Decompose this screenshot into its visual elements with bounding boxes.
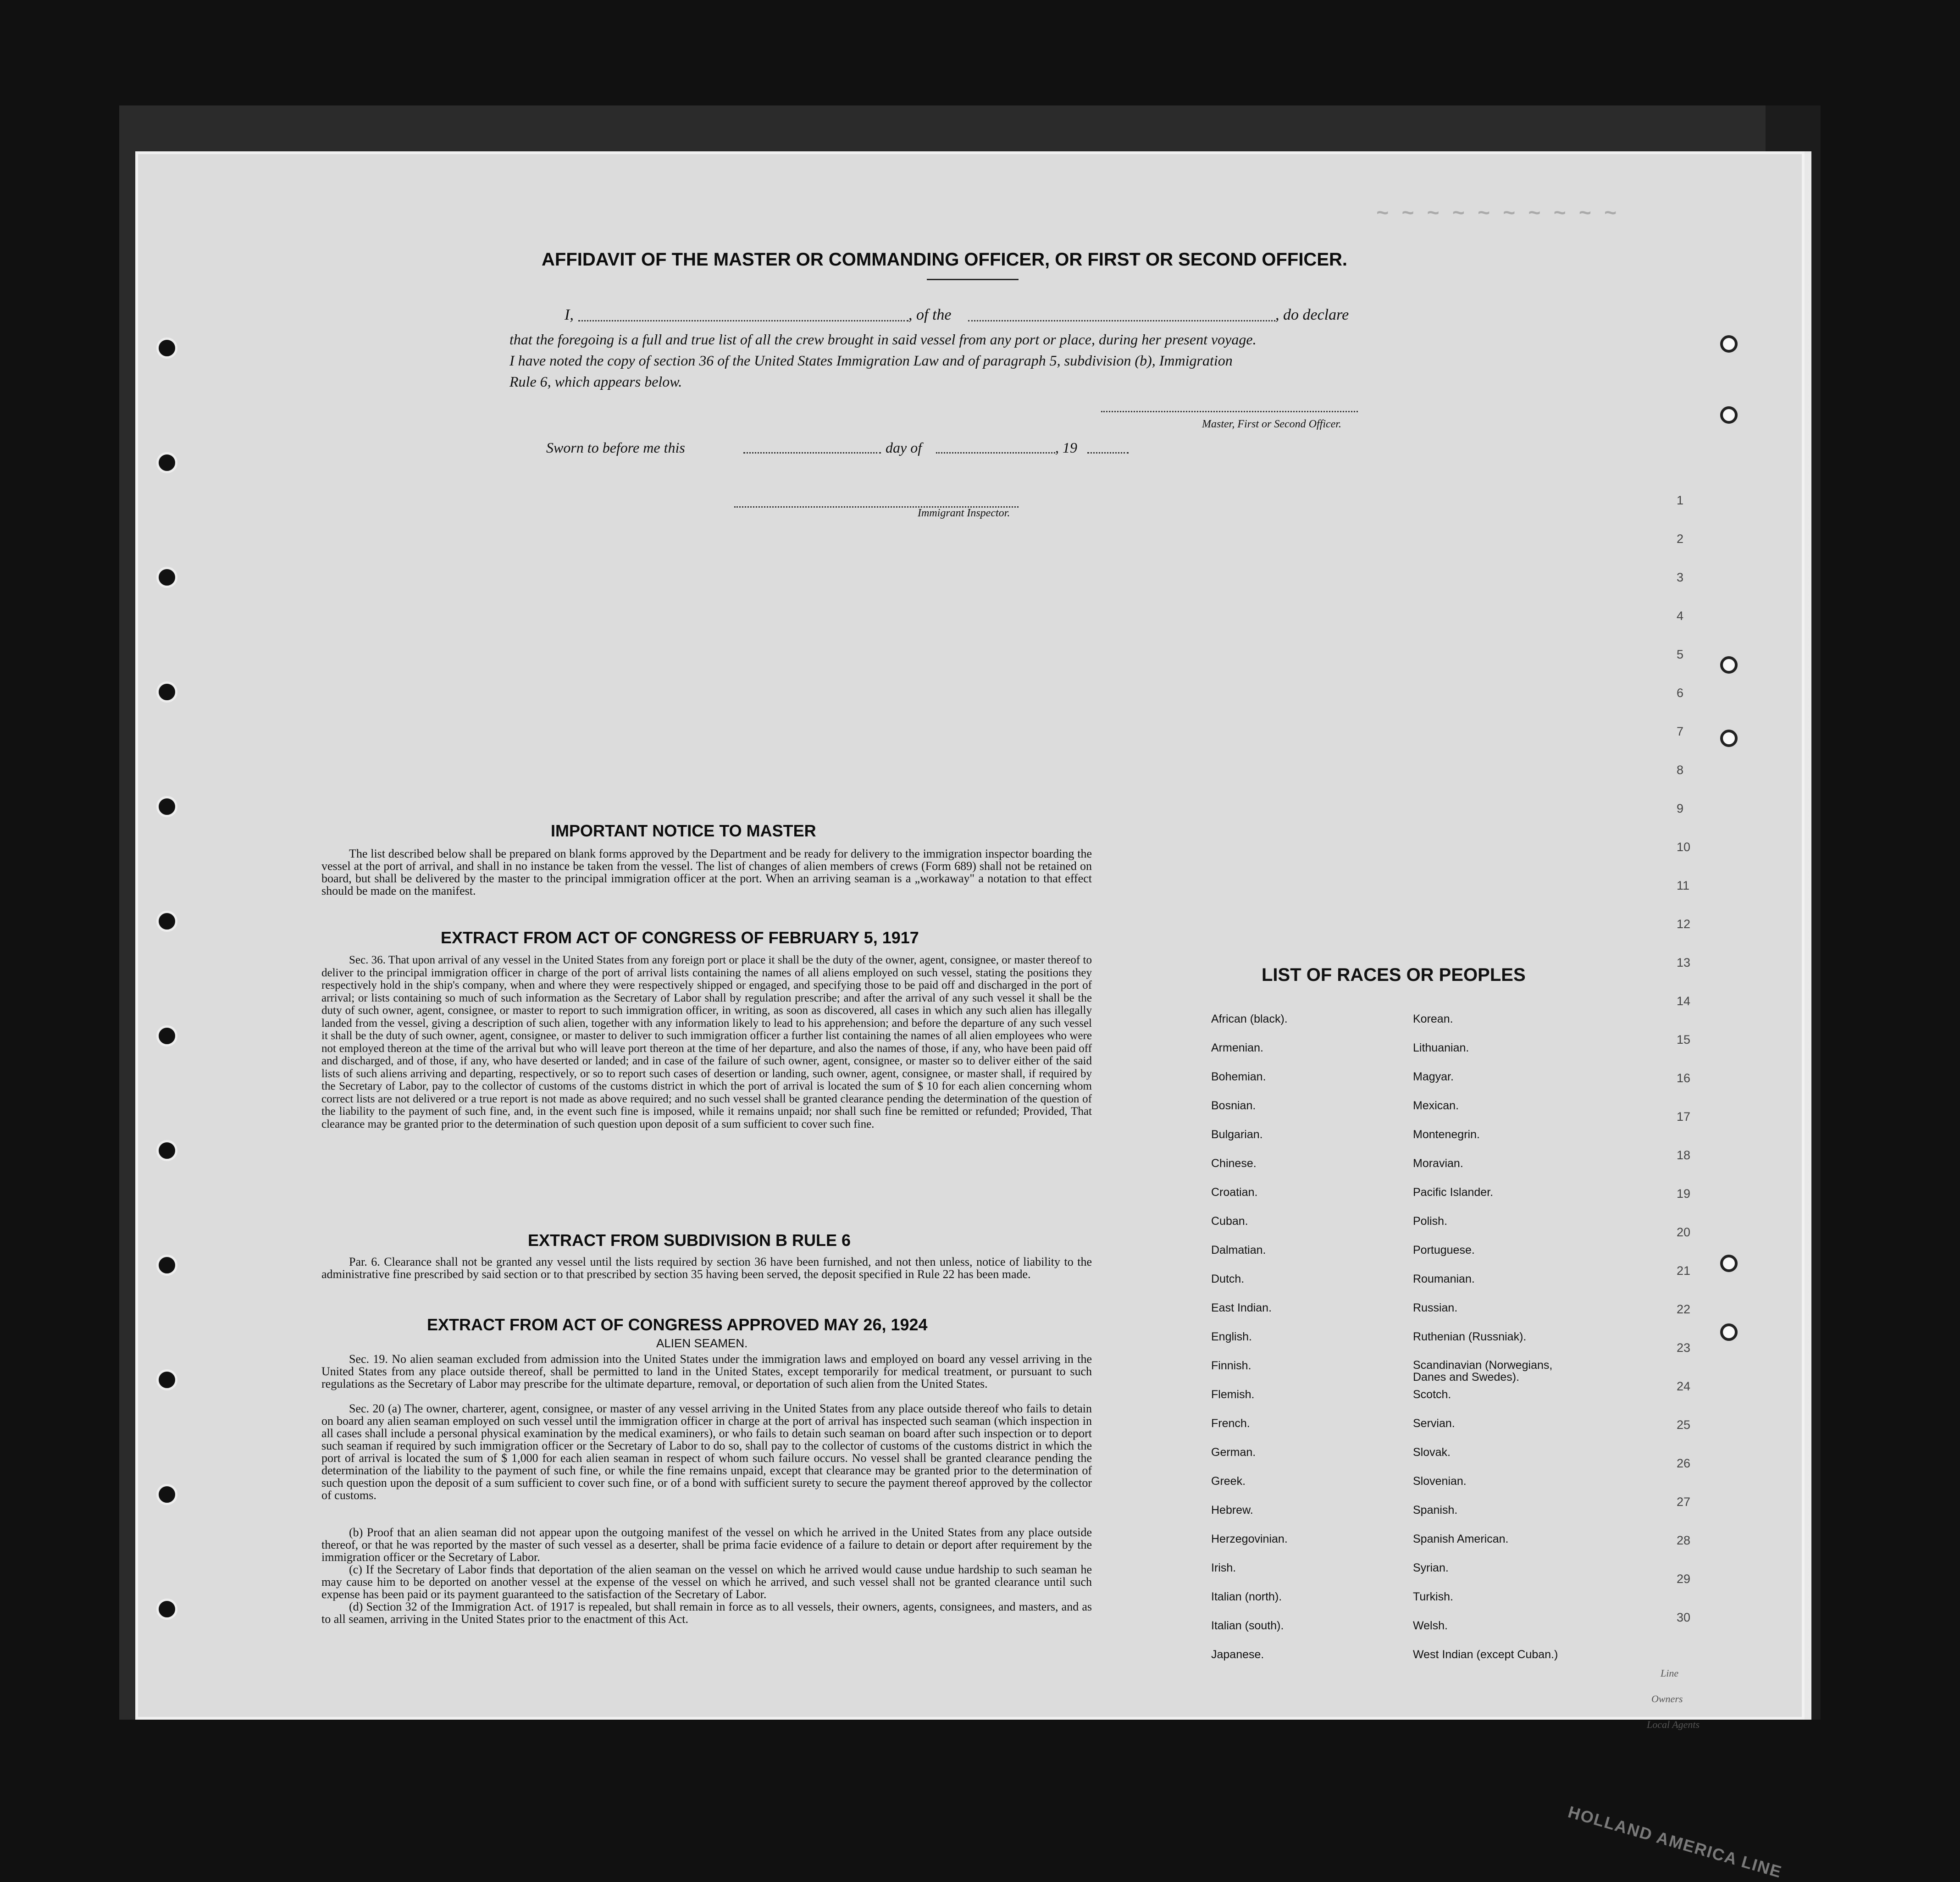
- race-item: Bosnian.: [1211, 1099, 1256, 1112]
- race-item: West Indian (except Cuban.): [1413, 1648, 1558, 1661]
- row-number: 27: [1677, 1495, 1691, 1509]
- race-item: Scandinavian (Norwegians, Danes and Swedes).: [1413, 1359, 1553, 1384]
- row-number: 25: [1677, 1418, 1691, 1432]
- rule6-title: EXTRACT FROM SUBDIVISION B RULE 6: [528, 1231, 851, 1250]
- punch-hole-right: [1720, 730, 1738, 747]
- race-item: Russian.: [1413, 1301, 1458, 1314]
- affidavit-line1-suffix: , do declare: [1275, 306, 1349, 323]
- punch-hole: [156, 1025, 177, 1046]
- race-item: Cuban.: [1211, 1215, 1248, 1228]
- punch-hole: [156, 1140, 177, 1161]
- race-item: Turkish.: [1413, 1590, 1453, 1603]
- punch-hole: [156, 681, 177, 703]
- row-number: 1: [1677, 493, 1684, 507]
- race-item: Montenegrin.: [1413, 1128, 1480, 1141]
- affidavit-title: AFFIDAVIT OF THE MASTER OR COMMANDING OFFICER, OR FIRST OR SECOND OFFICER.: [542, 249, 1347, 270]
- race-item: Lithuanian.: [1413, 1041, 1469, 1054]
- affidavit-line4: Rule 6, which appears below.: [509, 373, 682, 390]
- punch-hole: [156, 338, 177, 359]
- punch-hole: [156, 1484, 177, 1505]
- row-number: 26: [1677, 1456, 1691, 1470]
- race-item: Hebrew.: [1211, 1504, 1253, 1517]
- row-number: 4: [1677, 609, 1684, 623]
- act1917-title: EXTRACT FROM ACT OF CONGRESS OF FEBRUARY 5, 1917: [441, 928, 919, 947]
- sworn-month-line: [936, 452, 1055, 454]
- row-number: 15: [1677, 1033, 1691, 1046]
- races-title: LIST OF RACES OR PEOPLES: [1262, 965, 1526, 985]
- race-item: Servian.: [1413, 1417, 1455, 1430]
- punch-hole: [156, 796, 177, 817]
- act1924-sec20c: (c) If the Secretary of Labor finds that deportation of the alien seaman on the vessel on which he arrived would cause undue hardship to such seaman he may cause him to be deported on another vessel at the expense of the vessel on which he arrived, and such vessel shall not be granted clearance until such expense has been paid or its payment guaranteed to the satisfaction of the Secretary of Labor.: [321, 1563, 1092, 1601]
- row-number: 5: [1677, 648, 1684, 661]
- race-item: Italian (north).: [1211, 1590, 1282, 1603]
- master-signature-line: [1101, 411, 1358, 412]
- act1924-sec20b: (b) Proof that an alien seaman did not appear upon the outgoing manifest of the vessel on which he arrived in the United States from any place outside thereof, or that he was reported by the master of such vessel as a deserter, shall be prima facie evidence of a failure to detain or deport after requirement by the immigration officer or the Secretary of Labor.: [321, 1526, 1092, 1564]
- row-number: 10: [1677, 840, 1691, 854]
- race-item: Slovak.: [1413, 1446, 1451, 1459]
- race-item: Irish.: [1211, 1561, 1236, 1574]
- race-item: Chinese.: [1211, 1157, 1257, 1170]
- race-item: Ruthenian (Russniak).: [1413, 1330, 1527, 1343]
- race-item: Greek.: [1211, 1475, 1246, 1488]
- act1924-sec20a: Sec. 20 (a) The owner, charterer, agent, consignee, or master of any vessel arriving in the United States from any place outside thereof who fails to detain on board any alien seaman employed on such vessel until the immigration officer in charge at the port of arrival has inspected such seaman (which inspection in all cases shall include a personal physical examination by the medical examiners), or who fails to detain such seaman on board after such inspection or to deport such seaman if required by such immigration officer or the Secretary of Labor to do so, shall pay to the collector of customs of the customs district in which the port of arrival is located the sum of $ 1,000 for each alien seaman in respect of whom such failure occurs. No vessel shall be granted clearance pending the determination of the liability to the payment of such fine, or while the fine remains unpaid, except that clearance may be granted prior to the determination of such question upon the deposit of a sum sufficient to cover such fine, or of a bond with sufficient surety to secure the payment thereof approved by the collector of customs.: [321, 1402, 1092, 1502]
- race-item: Armenian.: [1211, 1041, 1263, 1054]
- title-rule: [927, 279, 1019, 280]
- row-number: 9: [1677, 802, 1684, 815]
- race-item: Pacific Islander.: [1413, 1186, 1494, 1199]
- rule6-body: Par. 6. Clearance shall not be granted any vessel until the lists required by section 36 have been furnished, and not then unless, notice of liability to the administrative fine prescribed by said section or to that prescribed by section 35 having been served, the deposit specified in Rule 22 has been made.: [321, 1255, 1092, 1281]
- sworn-suffix: , 19: [1055, 439, 1077, 456]
- row-number: 18: [1677, 1148, 1691, 1162]
- sworn-mid: day of: [886, 439, 922, 456]
- race-item: Bulgarian.: [1211, 1128, 1263, 1141]
- race-item: Flemish.: [1211, 1388, 1255, 1401]
- affidavit-line1-mid: , of the: [908, 306, 952, 323]
- row-number: 20: [1677, 1225, 1691, 1239]
- punch-hole-right: [1720, 335, 1738, 353]
- affidavit-line1-prefix: I,: [565, 306, 574, 323]
- race-item: Scotch.: [1413, 1388, 1451, 1401]
- ghost-manifest-heading: ~ ~ ~ ~ ~ ~ ~ ~ ~ ~: [1376, 202, 1617, 226]
- punch-hole-right: [1720, 1255, 1738, 1272]
- row-number: 17: [1677, 1110, 1691, 1124]
- row-number: 24: [1677, 1379, 1691, 1393]
- row-number: 12: [1677, 917, 1691, 931]
- act1924-title: EXTRACT FROM ACT OF CONGRESS APPROVED MAY 26, 1924: [427, 1315, 928, 1334]
- punch-hole: [156, 1255, 177, 1276]
- row-number: 13: [1677, 956, 1691, 969]
- race-item: German.: [1211, 1446, 1256, 1459]
- punch-hole: [156, 452, 177, 473]
- act1924-sec20d: (d) Section 32 of the Immigration Act. of 1917 is repealed, but shall remain in force as to all vessels, their owners, agents, consignees, and masters, and as to all seamen, arriving in the United States prior to the enactment of this Act.: [321, 1600, 1092, 1626]
- row-number: 2: [1677, 532, 1684, 546]
- race-item: Croatian.: [1211, 1186, 1258, 1199]
- race-item: Portuguese.: [1413, 1244, 1475, 1257]
- act1924-subtitle: ALIEN SEAMEN.: [656, 1336, 748, 1350]
- vessel-name-line: [968, 320, 1275, 321]
- notice-body: The list described below shall be prepared on blank forms approved by the Department and be ready for delivery to the immigration inspector boarding the vessel at the port of arrival, and shall in no instance be taken from the vessel. The list of changes of alien members of crews (Form 689) shall not be retained on board, but shall be delivered by the master to the principal immigration officer at the port. When an arriving seaman is a „workaway" a notation to that effect should be made on the manifest.: [321, 847, 1092, 897]
- sworn-day-line: [743, 452, 881, 454]
- race-item: Syrian.: [1413, 1561, 1449, 1574]
- punch-hole-right: [1720, 1323, 1738, 1341]
- race-item: Welsh.: [1413, 1619, 1448, 1632]
- race-item: French.: [1211, 1417, 1250, 1430]
- inspector-caption: Immigrant Inspector.: [918, 507, 1010, 519]
- affidavit-line2: that the foregoing is a full and true list of all the crew brought in said vessel from any port or place, during her present voyage.: [509, 331, 1257, 348]
- master-name-line: [578, 320, 908, 321]
- race-item: Moravian.: [1413, 1157, 1463, 1170]
- line-label: Line: [1661, 1667, 1679, 1679]
- row-number: 6: [1677, 686, 1684, 700]
- race-item: Bohemian.: [1211, 1070, 1266, 1083]
- race-item: Dalmatian.: [1211, 1244, 1266, 1257]
- row-number: 28: [1677, 1533, 1691, 1547]
- row-number: 3: [1677, 570, 1684, 584]
- race-item: Roumanian.: [1413, 1273, 1475, 1285]
- row-number: 19: [1677, 1187, 1691, 1201]
- race-item: Japanese.: [1211, 1648, 1264, 1661]
- act1917-body: Sec. 36. That upon arrival of any vessel in the United States from any foreign port or place it shall be the duty of the owner, agent, consignee, or master thereof to deliver to the principal immigration officer in charge of the port of arrival lists containing the names of all aliens employed on such vessel, stating the positions they respectively hold in the ship's company, when and where they were respectively shipped or engaged, and specifying those to be paid off and discharged in the port of arrival; or lists containing so much of such information as the Secretary of Labor shall by regulation prescribe; and after the arrival of any such vessel it shall be the duty of such owner, agent, consignee, or master to report to such immigration officer, in writing, as soon as discovered, all cases in which any such alien has illegally landed from the vessel, giving a description of such alien, together with any information likely to lead to his apprehension; and before the departure of any such vessel it shall be the duty of such owner, agent, consignee, or master to deliver to such immigration officer a further list containing the names of all alien employees who were not employed thereon at the time of the arrival but who will leave port thereon at the time of her departure, and also the names of those, if any, who have been paid off and discharged, and of those, if any, who have deserted or landed; and in case of the failure of such owner, agent, consignee, or master so to deliver either of the said lists of such aliens arriving and departing, respectively, or so to report such cases of desertion or landing, such owner, agent, consignee, or master shall, if required by the Secretary of Labor, pay to the collector of customs of the customs district in which the port of arrival is located the sum of $ 10 for each alien concerning whom correct lists are not delivered or a true report is not made as above required; and no such vessel shall be granted clearance pending the determination of the question of the liability to the payment of such fine, and, in the event such fine is imposed, while it remains unpaid; nor shall such fine be remitted or refunded; Provided, That clearance may be granted prior to the determination of such question upon deposit of a sum sufficient to cover such fine.: [321, 954, 1092, 1130]
- race-item: Mexican.: [1413, 1099, 1459, 1112]
- punch-hole: [156, 1599, 177, 1620]
- race-item: English.: [1211, 1330, 1252, 1343]
- punch-hole-right: [1720, 656, 1738, 674]
- punch-hole-right: [1720, 406, 1738, 424]
- race-item: Magyar.: [1413, 1070, 1454, 1083]
- row-number: 7: [1677, 725, 1684, 738]
- agents-label: Local Agents: [1647, 1719, 1700, 1730]
- row-number: 30: [1677, 1611, 1691, 1624]
- race-item: Slovenian.: [1413, 1475, 1467, 1488]
- row-number: 16: [1677, 1071, 1691, 1085]
- row-number: 14: [1677, 994, 1691, 1008]
- sworn-prefix: Sworn to before me this: [546, 439, 685, 456]
- manifest-page: [135, 151, 1805, 1882]
- row-number: 8: [1677, 763, 1684, 777]
- row-number: 23: [1677, 1341, 1691, 1355]
- holland-america-stamp: HOLLAND AMERICA LINE: [1566, 1802, 1784, 1882]
- race-item: Korean.: [1413, 1013, 1453, 1025]
- sworn-year-line: [1087, 452, 1129, 454]
- row-number: 22: [1677, 1302, 1691, 1316]
- punch-hole: [156, 567, 177, 588]
- race-item: Italian (south).: [1211, 1619, 1284, 1632]
- row-number: 21: [1677, 1264, 1691, 1278]
- race-item: Polish.: [1413, 1215, 1448, 1228]
- row-number: 11: [1677, 879, 1690, 892]
- row-number: 29: [1677, 1572, 1691, 1586]
- owners-label: Owners: [1651, 1693, 1683, 1705]
- race-item: Spanish American.: [1413, 1533, 1509, 1545]
- notice-title: IMPORTANT NOTICE TO MASTER: [551, 821, 816, 840]
- act1924-sec19: Sec. 19. No alien seaman excluded from admission into the United States under the immigration laws and employed on board any vessel arriving in the United States from any place outside thereof, shall be permitted to land in the United States, except temporarily for medical treatment, or pursuant to such regulations as the Secretary of Labor may prescribe for the ultimate departure, removal, or deportation of such alien from the United States.: [321, 1352, 1092, 1390]
- punch-hole: [156, 1369, 177, 1390]
- punch-hole: [156, 911, 177, 932]
- affidavit-line3: I have noted the copy of section 36 of the United States Immigration Law and of paragraph 5, subdivision (b), Immigration: [509, 352, 1233, 369]
- race-item: African (black).: [1211, 1013, 1288, 1025]
- race-item: Dutch.: [1211, 1273, 1245, 1285]
- master-caption: Master, First or Second Officer.: [1202, 418, 1341, 430]
- race-item: East Indian.: [1211, 1301, 1272, 1314]
- race-item: Herzegovinian.: [1211, 1533, 1288, 1545]
- race-item: Finnish.: [1211, 1359, 1251, 1372]
- race-item: Spanish.: [1413, 1504, 1458, 1517]
